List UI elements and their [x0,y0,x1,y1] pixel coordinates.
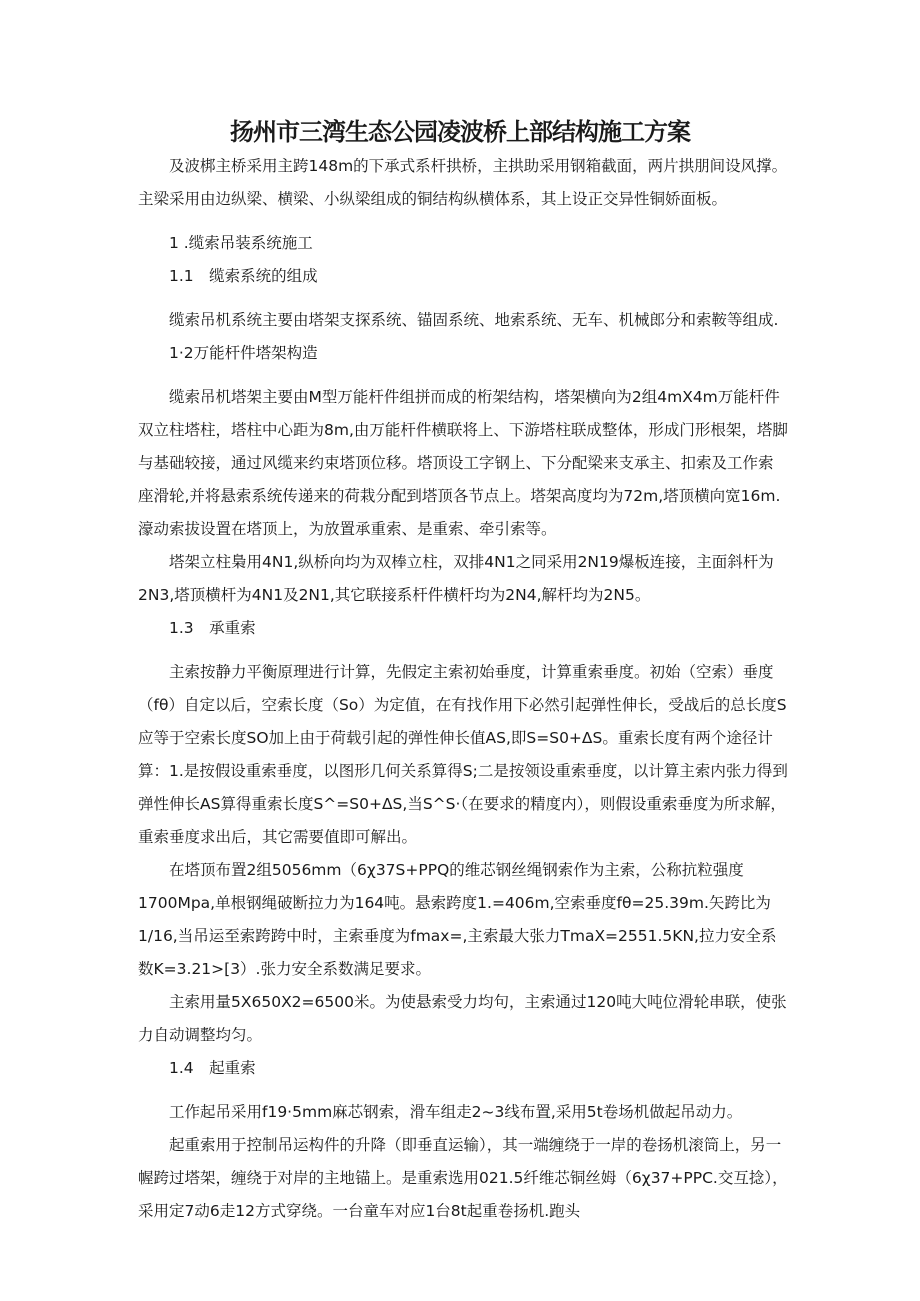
paragraph-main-cable-layout: 在塔顶布置2组5056mm（6χ37S+PPQ的维芯钢丝绳钢索作为主索，公称抗粒强度1700Mpa,单根钢绳破断拉力为164吨。悬索跨度1.=406m,空索垂度fθ=25.39m.矢跨比为1/16,当吊运至索跨跨中时，主索垂度为fmax=,主索最大张力TmaX=2551.5KN,拉力安全系数K=3.21>[3）.张力安全系数满足要求。 [138,861,777,978]
paragraph-lifting-cable: 起重索用于控制吊运构件的升降（即垂直运输），其一端缠绕于一岸的卷扬机滚筒上，另一幄跨过塔架，缠绕于对岸的主地锚上。是重索选用021.5纤维芯铜丝姆（6χ37+PPC.交互捻），采用定7动6走12方式穿绕。一台童车对应1台8t起重卷扬机.跑头 [138,1136,788,1220]
section-heading-1-2: 1·2万能杆件塔架构造 [169,344,318,362]
section-heading-1: 1 .缆索吊装系统施工 [169,234,313,252]
paragraph-main-cable-usage: 主索用量5X650X2=6500米。为使悬索受力均句，主索通过120吨大吨位滑轮串联，使张力自动调整均匀。 [138,993,787,1044]
section-heading-1-3: 1.3 承重索 [169,619,256,637]
document-title: 扬州市三湾生态公园凌波桥上部结构施工方案 [230,118,690,146]
paragraph-tower-columns: 塔架立柱梟用4N1,纵桥向均为双棒立柱，双排4N1之同采用2N19爆板连接，主面斜杆为2N3,塔顶横杆为4N1及2N1,其它联接系杆件横杆均为2N4,解杆均为2N5。 [138,553,774,604]
paragraph-tower-structure: 缆索吊机塔架主要由M型万能杆件组拼而成的桁架结构，塔架横向为2组4mX4m万能杆件双立柱塔柱，塔柱中心距为8m,由万能杆件横联将上、下游塔柱联成整体，形成门形根架，塔脚与基础较接，通过风缆来约束塔顶位移。塔顶设工字钢上、下分配梁来支承主、扣索及工作索座滑轮,并将悬索系统传递来的荷栽分配到塔顶各节点上。塔架高度均为72m,塔顶横向宽16m.濠动索拔设置在塔顶上，为放置承重索、是重索、牵引索等。 [138,388,788,538]
paragraph-cable-system: 缆索吊机系统主要由塔架支探系统、锚固系统、地索系统、无车、机械郎分和索鞍等组成. [169,311,779,329]
intro-paragraph: 及波梆主桥采用主跨148m的下承式系杆拱桥，主拱助采用钢箱截面，两片拱朋间设风撑。主梁采用由边纵梁、横梁、小纵梁组成的铜结构纵横体系，其上设正交异性铜娇面板。 [138,157,788,208]
paragraph-main-cable-calc: 主索按静力平衡原理进行计算，先假定主索初始垂度，计算重索垂度。初始（空索）垂度（fθ）自定以后，空索长度（So）为定值，在有找作用下必然引起弹性伸长，受战后的总长度S应等于空索长度SO加上由于荷载引起的弹性伸长值AS,即S=S0+ΔS。重索长度有两个途径计算：1.是按假设重索垂度，以图形几何关系算得S;二是按领设重索垂度，以计算主索内张力得到弹性伸长AS算得重索长度S^=S0+ΔS,当S^S·（在要求的精度内），则假设重索垂度为所求解，重索垂度求出后，其它需要值即可解出。 [138,663,788,846]
paragraph-lifting-work: 工作起吊采用f19·5mm麻芯钢索，滑车组走2~3线布置,采用5t卷场机做起吊动力。 [169,1103,743,1121]
section-heading-1-1: 1.1 缆索系统的组成 [169,267,318,285]
document-body [138,150,788,1228]
section-heading-1-4: 1.4 起重索 [169,1059,256,1077]
